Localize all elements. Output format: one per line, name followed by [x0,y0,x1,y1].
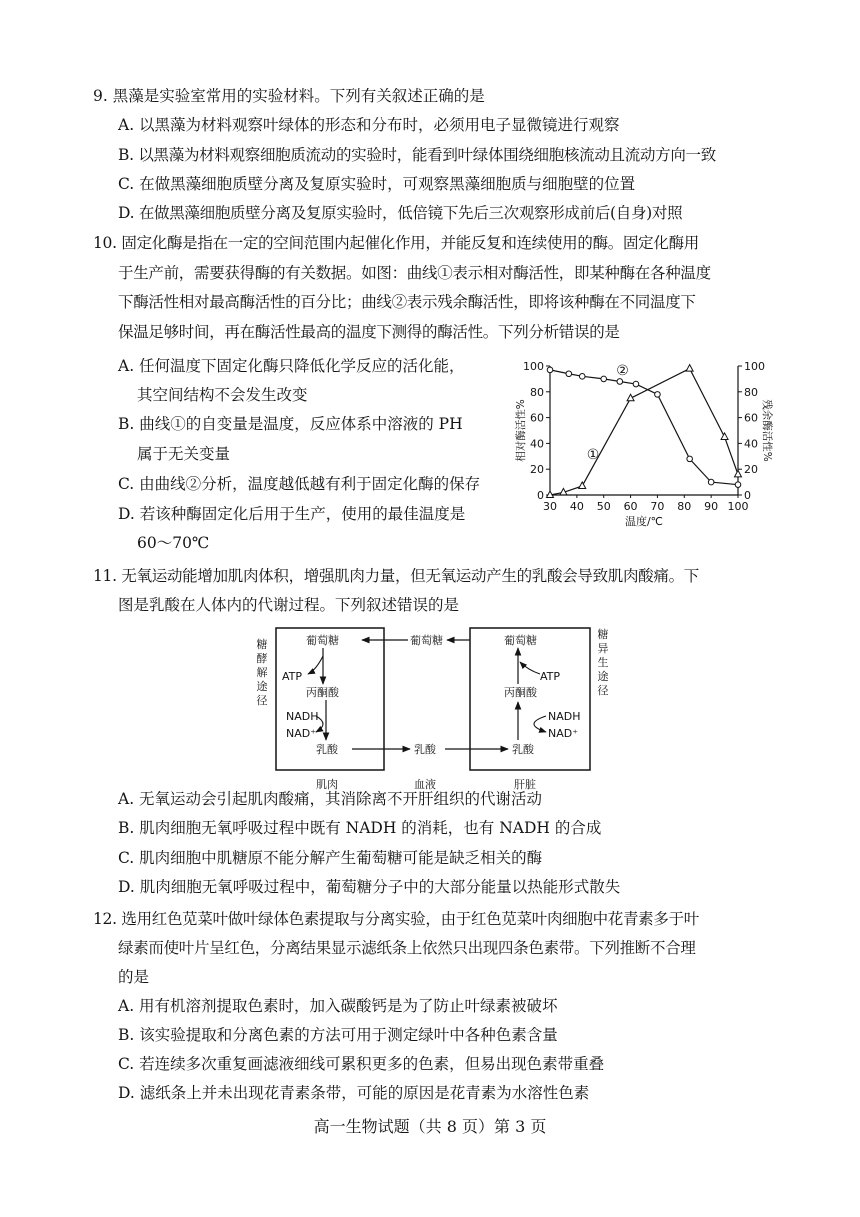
chart-right-tick-label: 80 [744,385,758,399]
muscle-glucose: 葡萄糖 [306,634,339,647]
muscle-lactate: 乳酸 [316,743,338,756]
q10-option-b-line2: 属于无关变量 [137,445,231,463]
muscle-pyruvate: 丙酮酸 [306,686,339,699]
chart-right-tick-label: 60 [744,411,758,425]
chart-point-series-2 [633,381,639,387]
q12-option-a: A. 用有机溶剂提取色素时，加入碳酸钙是为了防止叶绿素被破坏 [118,997,558,1015]
chart-x-axis-label: 温度/℃ [624,515,664,528]
enzyme-activity-chart [500,352,790,532]
chart-point-series-2 [735,482,741,488]
muscle-label: 肌肉 [316,778,338,791]
chart-left-tick-label: 40 [530,437,544,451]
q10-stem-line4: 保温足够时间，再在酶活性最高的温度下测得的酶活性。下列分析错误的是 [118,323,620,341]
chart-point-series-1 [721,433,728,440]
q10-option-a-line2: 其空间结构不会发生改变 [137,386,308,404]
chart-right-tick-label: 40 [744,437,758,451]
muscle-nadh: NADH [286,710,319,723]
chart-point-series-2 [655,392,661,398]
chart-x-tick-label: 50 [596,500,611,513]
q11-stem-line1: 11. 无氧运动能增加肌肉体积，增强肌肉力量，但无氧运动产生的乳酸会导致肌肉酸痛。下 [93,567,699,585]
q10-option-d-line2: 60～70℃ [137,534,210,552]
q10-option-a-line1: A. 任何温度下固定化酶只降低化学反应的活化能， [118,357,465,375]
chart-point-series-2 [708,479,714,485]
chart-right-tick-label: 0 [744,489,751,502]
q11-option-d: D. 肌肉细胞无氧呼吸过程中，葡萄糖分子中的大部分能量以热能形式散失 [118,878,621,896]
chart-series-1-label: ① [586,446,600,463]
chart-point-series-2 [547,367,553,373]
chart-right-tick-label: 100 [744,360,765,373]
q10-option-d-line1: D. 若该种酶固定化后用于生产，使用的最佳温度是 [118,505,466,523]
chart-point-series-2 [601,376,607,382]
q10-stem-line3: 下酶活性相对最高酶活性的百分比；曲线②表示残余酶活性，即将该种酶在不同温度下 [118,293,696,311]
blood-lactate: 乳酸 [414,743,436,756]
chart-x-tick-label: 40 [569,500,584,513]
q11-option-a: A. 无氧运动会引起肌肉酸痛，其消除离不开肝组织的代谢活动 [118,790,543,808]
gluconeogenesis-side-label: 糖异生途径 [597,628,609,697]
chart-point-series-2 [579,374,585,380]
liver-label: 肝脏 [514,778,536,791]
q12-stem-line1: 12. 选用红色苋菜叶做叶绿体色素提取与分离实验，由于红色苋菜叶肉细胞中花青素多于叶 [93,910,699,928]
blood-glucose: 葡萄糖 [410,634,443,647]
lactate-metabolism-diagram [250,620,620,795]
q10-option-b-line1: B. 曲线①的自变量是温度，反应体系中溶液的 PH [118,415,463,433]
liver-pyruvate: 丙酮酸 [504,686,537,699]
q9-option-c: C. 在做黑藻细胞质壁分离及复原实验时，可观察黑藻细胞质与细胞壁的位置 [118,175,636,193]
chart-left-tick-label: 100 [523,360,544,373]
chart-left-tick-label: 80 [530,385,544,399]
q12-option-d: D. 滤纸条上并未出现花青素条带，可能的原因是花青素为水溶性色素 [118,1084,590,1102]
chart-x-tick-label: 100 [727,500,749,513]
chart-series-line-2 [550,370,738,485]
q11-option-c: C. 肌肉细胞中肌糖原不能分解产生葡萄糖可能是缺乏相关的酶 [118,849,543,867]
q10-stem-line2: 于生产前，需要获得酶的有关数据。如图：曲线①表示相对酶活性，即某种酶在各种温度 [118,264,711,282]
liver-nadh: NADH [548,710,581,723]
chart-series-2-label: ② [616,363,629,380]
q9-option-a: A. 以黑藻为材料观察叶绿体的形态和分布时，必须用电子显微镜进行观察 [118,116,620,134]
q12-option-c: C. 若连续多次重复画滤液细线可累积更多的色素，但易出现色素带重叠 [118,1055,605,1073]
chart-point-series-2 [687,456,693,462]
q9-option-d: D. 在做黑藻细胞质壁分离及复原实验时，低倍镜下先后三次观察形成前后(自身)对照 [118,204,683,222]
q9-stem: 9. 黑藻是实验室常用的实验材料。下列有关叙述正确的是 [93,87,485,105]
q11-stem-line2: 图是乳酸在人体内的代谢过程。下列叙述错误的是 [118,596,460,614]
liver-nad: NAD⁺ [548,727,579,740]
q10-option-c: C. 由曲线②分析，温度越低越有利于固定化酶的保存 [118,475,481,493]
chart-left-tick-label: 60 [530,411,544,425]
chart-point-series-2 [566,371,572,377]
chart-left-axis-label: 相对酶活性% [515,399,527,462]
page-footer: 高一生物试题（共 8 页）第 3 页 [313,1117,547,1136]
chart-left-tick-label: 0 [537,489,544,502]
chart-point-series-2 [617,379,623,385]
blood-label: 血液 [414,778,436,791]
chart-x-tick-label: 80 [677,500,692,513]
muscle-nad: NAD⁺ [286,727,317,740]
chart-left-tick-label: 20 [530,463,544,477]
q12-option-b: B. 该实验提取和分离色素的方法可用于测定绿叶中各种色素含量 [118,1026,558,1044]
q11-option-b: B. 肌肉细胞无氧呼吸过程中既有 NADH 的消耗，也有 NADH 的合成 [118,819,602,837]
chart-right-axis-label: 残余酶活性% [761,399,773,462]
glycolysis-side-label: 糖酵解途径 [256,638,268,707]
chart-point-series-1 [735,470,742,477]
chart-x-tick-label: 90 [704,500,719,513]
liver-lactate: 乳酸 [512,743,534,756]
liver-glucose: 葡萄糖 [504,634,537,647]
q12-stem-line2: 绿素而使叶片呈红色，分离结果显示滤纸条上依然只出现四条色素带。下列推断不合理 [118,939,696,957]
q10-stem-line1: 10. 固定化酶是指在一定的空间范围内起催化作用，并能反复和连续使用的酶。固定化酶用 [93,234,699,252]
chart-point-series-1 [686,365,693,372]
muscle-atp: ATP [282,670,303,683]
liver-atp: ATP [540,670,561,683]
chart-right-tick-label: 20 [744,463,758,477]
chart-point-series-1 [579,482,586,489]
q9-option-b: B. 以黑藻为材料观察细胞质流动的实验时，能看到叶绿体围绕细胞核流动且流动方向一致 [118,146,716,164]
chart-x-tick-label: 70 [650,500,665,513]
chart-x-tick-label: 60 [623,500,638,513]
q12-stem-line3: 的是 [118,968,150,986]
chart-x-tick-label: 30 [543,500,557,513]
